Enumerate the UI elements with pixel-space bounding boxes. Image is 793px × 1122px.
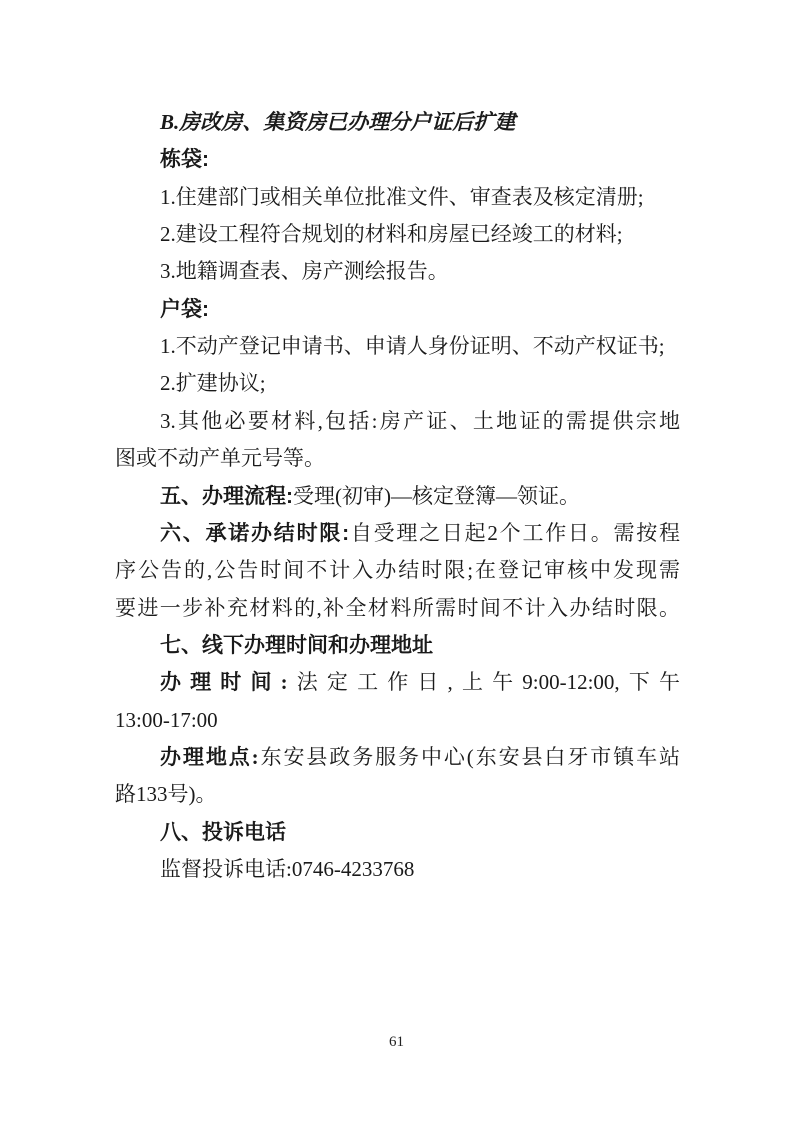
text-segment: 办理地点:	[160, 744, 259, 769]
text-line	[115, 552, 680, 590]
text-segment: 户袋:	[160, 297, 209, 321]
text-line	[115, 664, 680, 702]
text-line	[115, 440, 680, 478]
text-segment: 栋袋:	[160, 148, 209, 172]
text-segment: 受理(初审)—核定登簿—领证。	[293, 483, 580, 508]
text-line	[115, 590, 680, 628]
text-line	[115, 179, 680, 217]
text-segment: 监督投诉电话:0746-4233768	[160, 857, 415, 881]
text-segment: 1.住建部门或相关单位批准文件、审查表及核定清册;	[160, 184, 644, 209]
text-segment: 2.扩建协议;	[160, 371, 266, 396]
text-segment: 路133号)。	[115, 782, 217, 807]
text-line	[115, 515, 680, 553]
text-segment: 东安县政务服务中心(东安县白牙市镇车站	[258, 744, 680, 769]
text-segment: 3.地籍调查表、房产测绘报告。	[160, 259, 449, 284]
text-line	[115, 216, 680, 254]
text-segment: 法定工作日,上午9:00-12:00,下午	[287, 670, 680, 695]
text-segment: 1.不动产登记申请书、申请人身份证明、不动产权证书;	[160, 334, 665, 359]
text-segment: 3.其他必要材料,包括:房产证、土地证的需提供宗地	[160, 408, 680, 433]
text-line	[115, 328, 680, 366]
text-line	[115, 702, 680, 740]
text-line	[115, 403, 680, 441]
text-line	[115, 291, 680, 329]
text-segment: 图或不动产单元号等。	[115, 446, 325, 471]
text-segment: 自受理之日起2个工作日。需按程	[349, 520, 681, 545]
text-segment: 六、承诺办结时限:	[160, 521, 350, 545]
text-line	[115, 141, 680, 179]
text-segment: B.房改房、集资房已办理分户证后扩建	[160, 110, 516, 134]
text-line	[115, 851, 680, 889]
text-segment: 八、投诉电话	[160, 820, 286, 844]
text-segment: 13:00-17:00	[115, 707, 218, 732]
text-segment: 序公告的,公告时间不计入办结时限;在登记审核中发现需	[115, 558, 680, 583]
text-line	[115, 478, 680, 516]
text-line	[115, 776, 680, 814]
text-line	[115, 627, 680, 665]
text-line	[115, 739, 680, 777]
text-segment: 七、线下办理时间和办理地址	[160, 633, 433, 657]
text-segment: 办理时间:	[160, 670, 288, 695]
text-segment: 要进一步补充材料的,补全材料所需时间不计入办结时限。	[115, 595, 680, 620]
text-line	[115, 814, 680, 852]
text-segment: 2.建设工程符合规划的材料和房屋已经竣工的材料;	[160, 222, 623, 247]
text-line	[115, 365, 680, 403]
text-line	[115, 104, 680, 142]
page-number: 61	[389, 1034, 404, 1050]
text-segment: 五、办理流程:	[160, 484, 293, 508]
text-line	[115, 253, 680, 291]
